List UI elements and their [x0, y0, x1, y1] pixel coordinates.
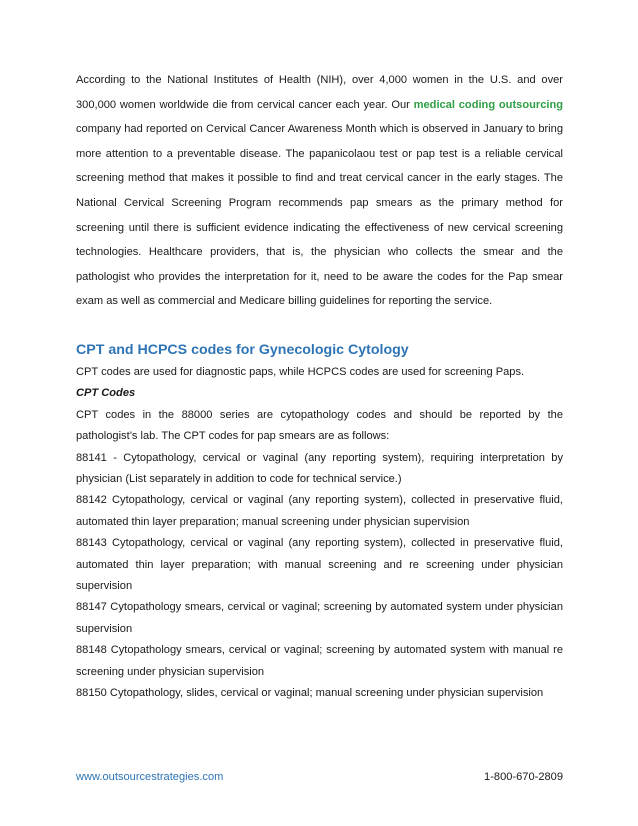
code-88147: 88147 Cytopathology smears, cervical or vaginal; screening by automated system under physician supervision: [76, 601, 563, 635]
section-heading: CPT and HCPCS codes for Gynecologic Cytology: [76, 341, 409, 358]
code-88150: 88150 Cytopathology, slides, cervical or vaginal; manual screening under physician supervision: [76, 687, 544, 700]
code-88141: 88141 - Cytopathology, cervical or vaginal (any reporting system), requiring interpretation by physician (List separately in addition to code for technical service.): [76, 451, 563, 485]
section-body: [76, 362, 563, 705]
cpt-codes-subheading: CPT Codes: [76, 387, 136, 400]
cpt-intro-paragraph: CPT codes in the 88000 series are cytopathology codes and should be reported by the pathologist’s lab. The CPT codes for pap smears are as follows:: [76, 408, 563, 443]
intro-text-after-link: company had reported on Cervical Cancer Awareness Month which is observed in January to bring more attention to a preventable disease. The papanicolaou test or pap test is a reliable cervical screening method that makes it possible to find and treat cervical cancer in the early stages. The National Cervical Screening Program recommends pap smears as the primary method for screening until there is sufficient evidence indicating the effectiveness of new cervical screening technologies. Healthcare providers, that is, the physician who collects the smear and the pathologist who provides the interpretation for it, need to be aware the codes for the Pap smear exam as well as commercial and Medicare billing guidelines for reporting the service.: [76, 123, 563, 308]
footer-phone-number: 1-800-670-2809: [484, 771, 563, 783]
code-88148: 88148 Cytopathology smears, cervical or vaginal; screening by automated system with manual re screening under physician supervision: [76, 644, 563, 678]
code-88142: 88142 Cytopathology, cervical or vaginal (any reporting system), collected in preservative fluid, automated thin layer preparation; manual screening under physician supervision: [76, 494, 563, 528]
footer-website-link[interactable]: www.outsourcestrategies.com: [76, 771, 224, 783]
code-88143: 88143 Cytopathology, cervical or vaginal (any reporting system), collected in preservative fluid, automated thin layer preparation; with manual screening and re screening under physician supervision: [76, 537, 563, 592]
section-lead: CPT codes are used for diagnostic paps, while HCPCS codes are used for screening Paps.: [76, 365, 525, 378]
medical-coding-outsourcing-link[interactable]: medical coding outsourcing: [413, 98, 563, 111]
intro-paragraph: [76, 68, 563, 314]
page-footer: [76, 771, 563, 783]
intro-text-before-link: According to the National Institutes of Health (NIH), over 4,000 women in the U.S. and over 300,000 women worldwide die from cervical cancer each year. Our: [76, 74, 563, 111]
document-page: [76, 68, 563, 704]
